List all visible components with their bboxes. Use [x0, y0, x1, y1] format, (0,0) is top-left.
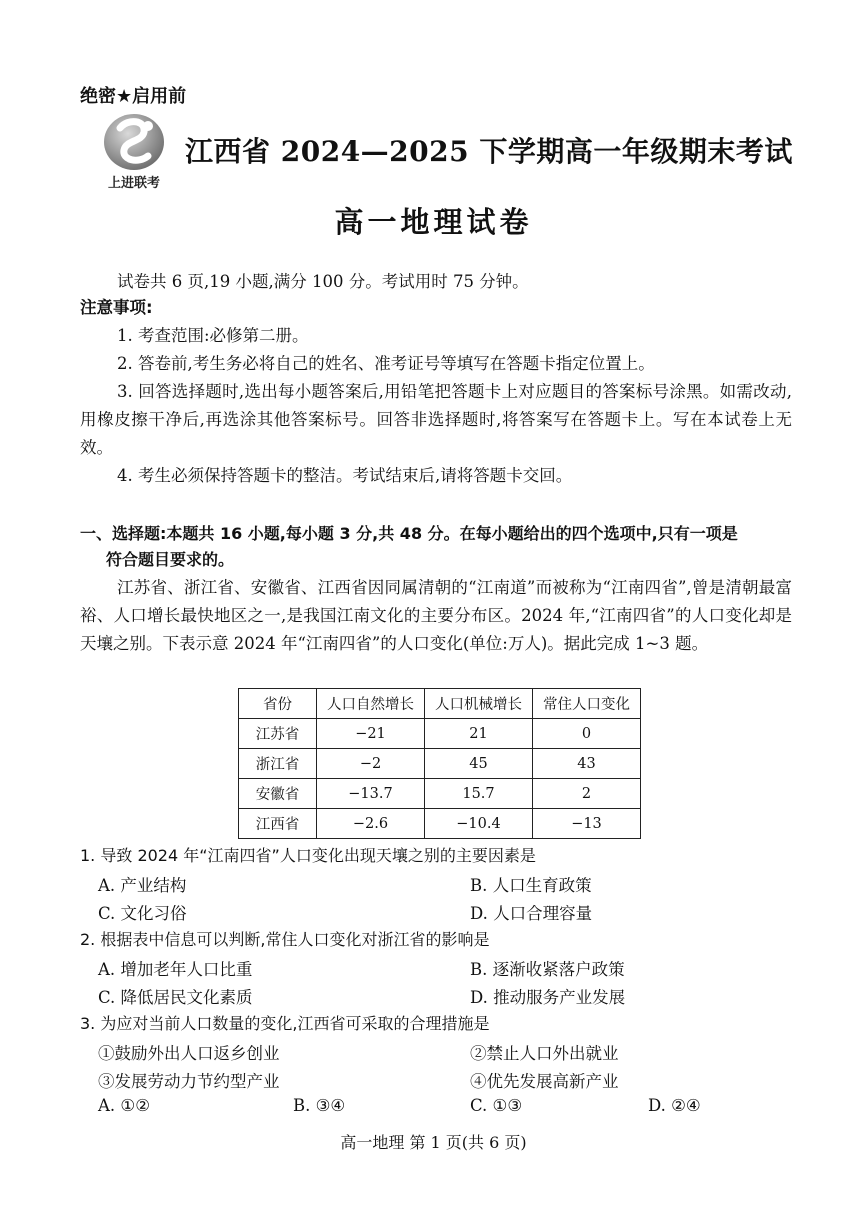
table-cell: 安徽省: [239, 779, 317, 809]
section-heading-cont: 符合题目要求的。: [106, 550, 235, 569]
question-option: C. 文化习俗: [98, 904, 187, 923]
table-cell: 2: [533, 779, 641, 809]
table-cell: −10.4: [425, 809, 533, 839]
question-option: B. 人口生育政策: [470, 876, 592, 895]
question-statement: ②禁止人口外出就业: [470, 1044, 619, 1063]
question-stem: 1. 导致 2024 年“江南四省”人口变化出现天壤之别的主要因素是: [80, 846, 536, 865]
question-option: D. 推动服务产业发展: [470, 988, 626, 1007]
table-cell: 21: [425, 719, 533, 749]
table-cell: 浙江省: [239, 749, 317, 779]
table-header: 省份: [239, 689, 317, 719]
table-cell: −2: [317, 749, 425, 779]
question-option: D. ②④: [648, 1096, 701, 1115]
exam-title: 江西省 2024—2025 下学期高一年级期末考试: [185, 135, 793, 168]
table-cell: 江西省: [239, 809, 317, 839]
question-statement: ③发展劳动力节约型产业: [98, 1072, 280, 1091]
table-cell: −13.7: [317, 779, 425, 809]
table-row: [239, 719, 641, 749]
table-cell: 江苏省: [239, 719, 317, 749]
question-statement: ④优先发展高新产业: [470, 1072, 619, 1091]
passage: 江苏省、浙江省、安徽省、江西省因同属清朝的“江南道”而被称为“江南四省”,曾是清朝最富裕、人口增长最快地区之一,是我国江南文化的主要分布区。2024 年,“江南四省”的人口变化却是天壤之别。下表示意 2024 年“江南四省”的人口变化(单位:万人)。据此完成 1~3 题。: [80, 578, 792, 653]
table-header: 人口机械增长: [425, 689, 533, 719]
question-option: A. ①②: [98, 1096, 150, 1115]
table-row: [239, 809, 641, 839]
paper-title: 高一地理试卷: [334, 205, 533, 239]
question-option: C. ①③: [470, 1096, 523, 1115]
table-cell: 15.7: [425, 779, 533, 809]
question-option: D. 人口合理容量: [470, 904, 593, 923]
table-header: 人口自然增长: [317, 689, 425, 719]
table-cell: −13: [533, 809, 641, 839]
table-cell: 0: [533, 719, 641, 749]
page-footer: 高一地理 第 1 页(共 6 页): [340, 1133, 527, 1152]
table-header-row: [239, 689, 641, 719]
table-cell: −2.6: [317, 809, 425, 839]
note-item: 4. 考生必须保持答题卡的整洁。考试结束后,请将答题卡交回。: [117, 466, 573, 485]
secret-label: 绝密★启用前: [80, 86, 187, 107]
logo: [98, 112, 170, 192]
question-stem: 3. 为应对当前人口数量的变化,江西省可采取的合理措施是: [80, 1014, 490, 1033]
table-cell: 45: [425, 749, 533, 779]
table-row: [239, 749, 641, 779]
table-cell: −21: [317, 719, 425, 749]
logo-emblem-icon: [98, 112, 170, 174]
intro-text: 试卷共 6 页,19 小题,满分 100 分。考试用时 75 分钟。: [117, 272, 529, 291]
question-option: A. 增加老年人口比重: [98, 960, 253, 979]
notes-heading: 注意事项:: [80, 298, 153, 317]
question-option: C. 降低居民文化素质: [98, 988, 253, 1007]
question-option: B. ③④: [293, 1096, 346, 1115]
note-item: 1. 考查范围:必修第二册。: [117, 326, 309, 345]
question-option: A. 产业结构: [98, 876, 187, 895]
question-stem: 2. 根据表中信息可以判断,常住人口变化对浙江省的影响是: [80, 930, 490, 949]
note-item: 3. 回答选择题时,选出每小题答案后,用铅笔把答题卡上对应题目的答案标号涂黑。如需改动,用橡皮擦干净后,再选涂其他答案标号。回答非选择题时,将答案写在答题卡上。写在本试卷上无效。: [80, 382, 792, 457]
note-item: 2. 答卷前,考生务必将自己的姓名、准考证号等填写在答题卡指定位置上。: [117, 354, 655, 373]
table-row: [239, 779, 641, 809]
section-heading: 一、选择题:本题共 16 小题,每小题 3 分,共 48 分。在每小题给出的四个选项中,只有一项是: [80, 524, 738, 543]
question-statement: ①鼓励外出人口返乡创业: [98, 1044, 280, 1063]
population-table: [238, 688, 641, 839]
question-option: B. 逐渐收紧落户政策: [470, 960, 625, 979]
table-cell: 43: [533, 749, 641, 779]
logo-text: 上进联考: [107, 176, 160, 191]
table-header: 常住人口变化: [533, 689, 641, 719]
